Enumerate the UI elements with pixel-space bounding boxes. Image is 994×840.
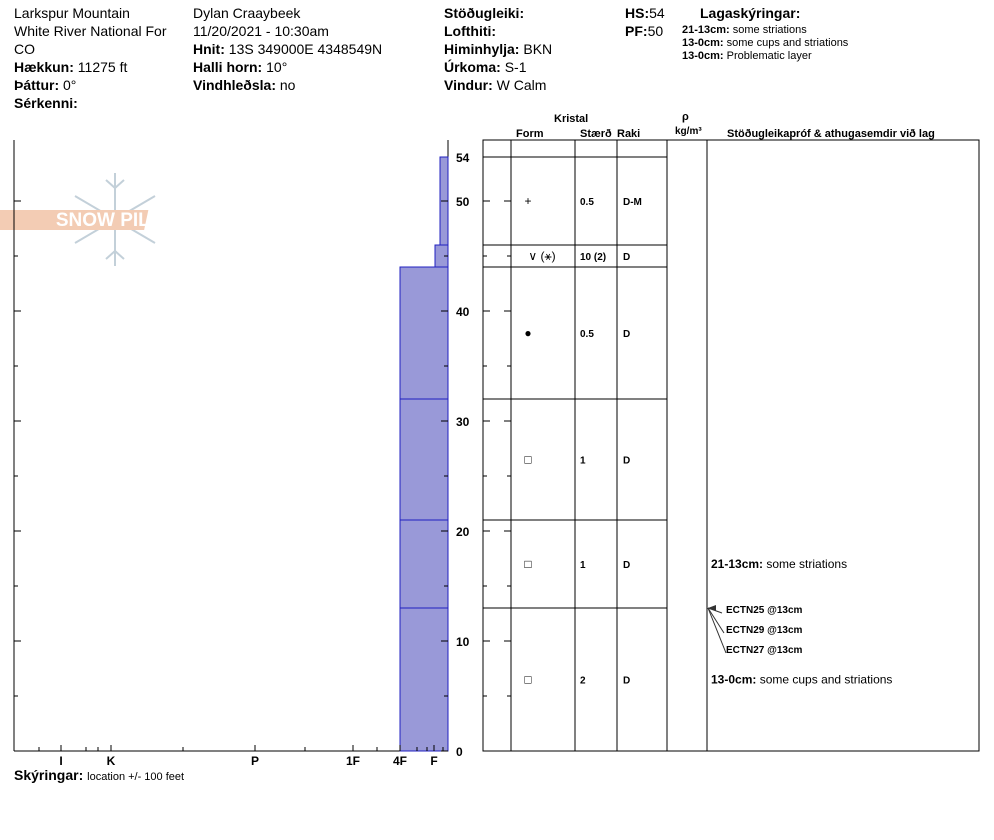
layer-comment bbox=[711, 673, 892, 687]
layer-moisture: D bbox=[623, 329, 631, 340]
slope-label: Halli horn: bbox=[193, 59, 263, 75]
layer-size: 0.5 bbox=[580, 329, 594, 340]
hardness-bars bbox=[400, 157, 448, 751]
stability-test: ECTN27 @13cm bbox=[726, 645, 803, 656]
footer-notes-label: Skýringar: bbox=[14, 767, 84, 783]
layer-comment-range: 21-13cm: bbox=[711, 557, 767, 571]
precip-value: S-1 bbox=[504, 59, 527, 75]
footer-notes-value: location +/- 100 feet bbox=[87, 771, 185, 783]
form-header: Form bbox=[516, 128, 544, 140]
location-name: Larkspur Mountain bbox=[14, 5, 130, 21]
hs-value: 54 bbox=[649, 5, 665, 21]
layer-note-1-text: some striations bbox=[732, 24, 807, 36]
stability-test: ECTN25 @13cm bbox=[726, 605, 803, 616]
state-name: CO bbox=[14, 41, 35, 57]
sky-label: Himinhylja: bbox=[444, 41, 520, 57]
layer-size: 10 (2) bbox=[580, 252, 607, 263]
observation-datetime: 11/20/2021 - 10:30am bbox=[193, 23, 329, 39]
wind-loading-value: no bbox=[279, 77, 296, 93]
layer-comment-text: some striations bbox=[766, 557, 848, 571]
layer-size: 2 bbox=[580, 675, 586, 687]
hardness-tick-label: 1F bbox=[345, 754, 361, 768]
layer-form: + bbox=[524, 194, 532, 208]
elevation-label: Hækkun: bbox=[14, 59, 74, 75]
elevation-value: 11275 ft bbox=[77, 59, 128, 75]
layer-moisture: D bbox=[623, 455, 631, 467]
comments-header: Stöðugleikapróf & athugasemdir við lag bbox=[727, 128, 935, 140]
y-tick-label: 30 bbox=[456, 415, 470, 429]
layer-form: ● bbox=[524, 326, 532, 340]
layer-moisture: D bbox=[623, 252, 631, 263]
stability-tests bbox=[708, 605, 803, 656]
layer-note-2-text: some cups and striations bbox=[726, 37, 849, 49]
wind-label: Vindur: bbox=[444, 77, 493, 93]
legend-title: Lagaskýringar: bbox=[700, 5, 801, 21]
layer-size: 1 bbox=[580, 455, 586, 467]
wind-value: W Calm bbox=[496, 77, 547, 93]
aspect-value: 0° bbox=[63, 77, 77, 93]
pf-label: PF: bbox=[625, 23, 648, 39]
hardness-tick-label: I bbox=[59, 754, 63, 768]
layer-comment bbox=[711, 557, 847, 571]
moisture-header: Raki bbox=[617, 128, 641, 140]
layer-note-2-range: 13-0cm: bbox=[682, 37, 724, 49]
stability-label: Stöðugleiki: bbox=[444, 5, 525, 21]
hardness-ticks bbox=[39, 745, 443, 768]
hardness-tick-label: P bbox=[250, 754, 260, 768]
hardness-tick-label: K bbox=[106, 754, 116, 768]
y-tick-label: 54 bbox=[456, 151, 470, 165]
coords-label: Hnit: bbox=[193, 41, 225, 57]
hardness-bar bbox=[400, 399, 448, 520]
snowpilot-logo bbox=[0, 173, 177, 266]
layer-form: ∨ (⚹) bbox=[528, 249, 556, 263]
layer-moisture: D bbox=[623, 675, 631, 687]
logo-text: SNOW PILOT bbox=[55, 210, 177, 231]
layer-size: 0.5 bbox=[580, 197, 594, 208]
layer-note-3-text: Problematic layer bbox=[726, 50, 812, 62]
hardness-bar bbox=[400, 608, 448, 751]
y-tick-label: 10 bbox=[456, 635, 470, 649]
layer-size: 1 bbox=[580, 560, 586, 571]
hardness-bar bbox=[400, 267, 448, 399]
layer-note-3-range: 13-0cm: bbox=[682, 50, 724, 62]
layer-moisture: D-M bbox=[623, 197, 642, 208]
air-temp-label: Lofthiti: bbox=[444, 23, 497, 39]
y-tick-label: 50 bbox=[456, 195, 470, 209]
coords-value: 13S 349000E 4348549N bbox=[228, 41, 383, 57]
precip-label: Úrkoma: bbox=[444, 59, 501, 75]
layer-comments bbox=[711, 557, 892, 687]
layer-note-1-range: 21-13cm: bbox=[682, 24, 730, 36]
hardness-bar bbox=[400, 520, 448, 608]
features-label: Sérkenni: bbox=[14, 95, 78, 111]
sky-value: BKN bbox=[523, 41, 553, 57]
hardness-tick-label: 4F bbox=[392, 754, 408, 768]
y-tick-label: 40 bbox=[456, 305, 470, 319]
test-leader-line bbox=[708, 608, 726, 653]
y-tick-label: 20 bbox=[456, 525, 470, 539]
pf-value: 50 bbox=[647, 23, 664, 39]
hs-label: HS: bbox=[625, 5, 650, 21]
layer-table-frame bbox=[483, 140, 979, 751]
layer-form: □ bbox=[524, 452, 532, 467]
slope-value: 10° bbox=[266, 59, 288, 75]
observer-name: Dylan Craaybeek bbox=[193, 5, 301, 21]
layer-form: □ bbox=[524, 672, 532, 687]
density-unit-header: kg/m³ bbox=[675, 126, 702, 137]
rho-header: ρ bbox=[682, 111, 689, 123]
size-header: Stærð bbox=[580, 128, 612, 140]
layer-comment-text: some cups and striations bbox=[759, 672, 893, 687]
hardness-tick-label: F bbox=[430, 754, 438, 768]
kristal-header: Kristal bbox=[554, 113, 589, 125]
layer-form: □ bbox=[524, 557, 532, 571]
stability-test: ECTN29 @13cm bbox=[726, 625, 803, 636]
layer-comment-range: 13-0cm: bbox=[711, 672, 760, 687]
wind-loading-label: Vindhleðsla: bbox=[193, 77, 276, 93]
layer-moisture: D bbox=[623, 560, 631, 571]
aspect-label: Þáttur: bbox=[14, 77, 60, 93]
forest-name: White River National For bbox=[14, 23, 167, 39]
y-tick-label: 0 bbox=[456, 745, 463, 759]
